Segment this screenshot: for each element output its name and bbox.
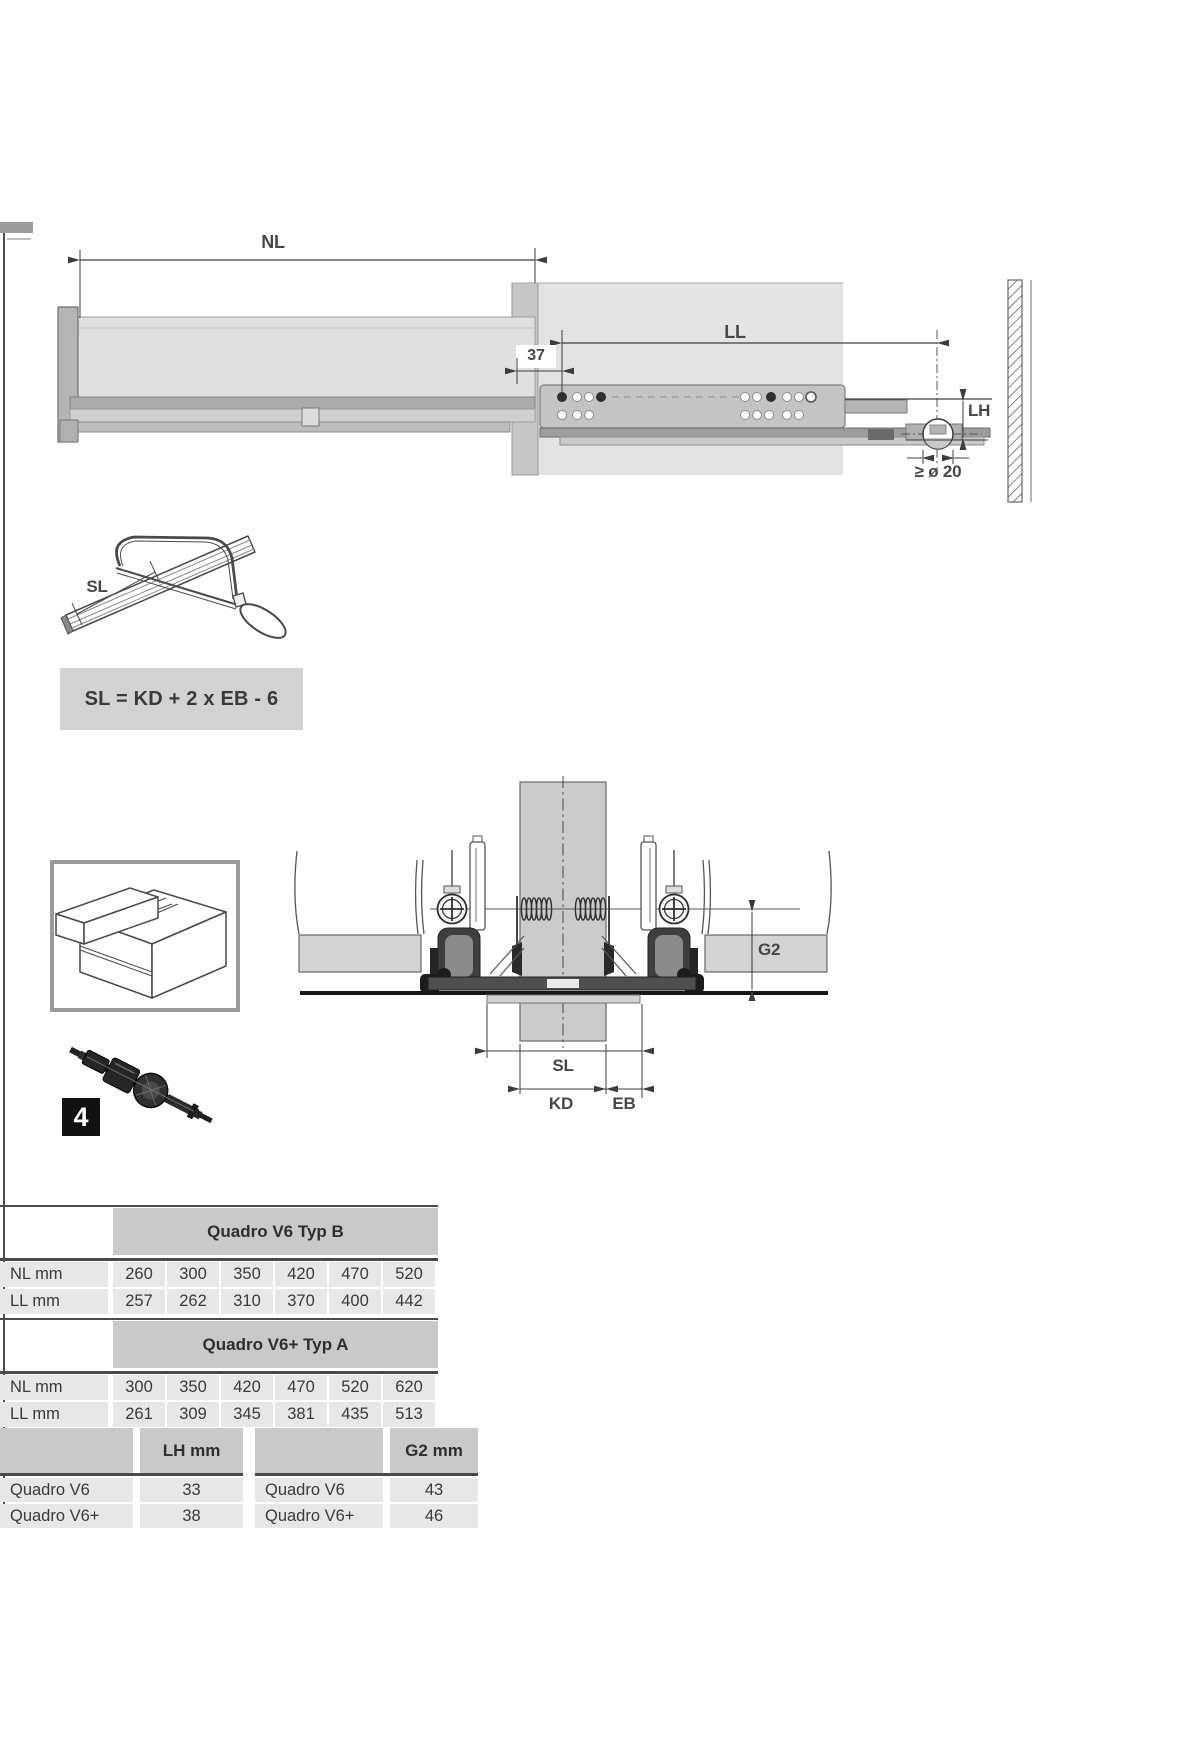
cell: 310	[221, 1289, 273, 1314]
clip-bracket-left	[470, 836, 485, 930]
cell: 350	[221, 1262, 273, 1287]
cell: 43	[390, 1478, 478, 1502]
table-title: LH mm	[140, 1428, 243, 1473]
row-label: Quadro V6	[255, 1478, 383, 1502]
row-label: LL mm	[0, 1289, 108, 1314]
cell: 257	[113, 1289, 165, 1314]
drawer-cabinet-figure	[50, 860, 240, 1012]
table-top-border	[0, 1318, 438, 1320]
cell: 470	[275, 1375, 327, 1400]
partition-column	[520, 776, 606, 1048]
formula-box: SL = KD + 2 x EB - 6	[60, 668, 303, 730]
cell: 442	[383, 1289, 435, 1314]
cell: 300	[167, 1262, 219, 1287]
cell: 520	[383, 1262, 435, 1287]
cell: 345	[221, 1402, 273, 1427]
cell: 520	[329, 1375, 381, 1400]
cell: 370	[275, 1289, 327, 1314]
dim-label-sl-saw: SL	[86, 577, 108, 596]
row-label: Quadro V6+	[0, 1504, 133, 1528]
cell: 400	[329, 1289, 381, 1314]
dim-label-lh: LH	[968, 401, 991, 420]
screw-left	[438, 850, 467, 924]
dim-label-37: 37	[527, 347, 545, 364]
cell: 420	[221, 1375, 273, 1400]
dim-label-kd: KD	[548, 1094, 574, 1113]
table-title: Quadro V6+ Typ A	[113, 1321, 438, 1368]
table-separator	[0, 1258, 438, 1261]
cell: 470	[329, 1262, 381, 1287]
drawer-side-view	[58, 307, 535, 442]
cell: 513	[383, 1402, 435, 1427]
dim-label-g2: G2	[758, 940, 781, 959]
cell: 261	[113, 1402, 165, 1427]
cell: 620	[383, 1375, 435, 1400]
row-label: NL mm	[0, 1262, 108, 1287]
wall-hatch-section	[1008, 280, 1031, 502]
cell: 260	[113, 1262, 165, 1287]
screw-right	[660, 850, 689, 924]
clip-bracket-right	[641, 836, 656, 930]
bottom-rail	[300, 974, 828, 1003]
cell: 38	[140, 1504, 243, 1528]
cell: 262	[167, 1289, 219, 1314]
table-title: G2 mm	[390, 1428, 478, 1473]
row-label: NL mm	[0, 1375, 108, 1400]
cell: 33	[140, 1478, 243, 1502]
cell: 435	[329, 1402, 381, 1427]
step-number-badge: 4	[62, 1098, 100, 1136]
table-separator	[255, 1473, 478, 1476]
dim-label-hole-dia: ≥ ø 20	[914, 462, 962, 481]
cell: 46	[390, 1504, 478, 1528]
table-separator	[0, 1371, 438, 1374]
table-lh	[0, 1428, 243, 1529]
header-spacer	[0, 1428, 133, 1473]
dim-label-eb: EB	[612, 1094, 636, 1113]
table-title: Quadro V6 Typ B	[113, 1208, 438, 1255]
cell: 309	[167, 1402, 219, 1427]
table-quadro-v6-typ-b	[0, 1205, 438, 1315]
header-spacer	[255, 1428, 383, 1473]
row-label: Quadro V6+	[255, 1504, 383, 1528]
saw-cutting-illustration	[45, 465, 310, 655]
drawer-cabinet-sketch	[54, 864, 236, 1008]
table-separator	[0, 1473, 243, 1476]
row-label: LL mm	[0, 1402, 108, 1427]
cell: 420	[275, 1262, 327, 1287]
table-top-border	[0, 1205, 438, 1207]
dim-label-ll: LL	[724, 322, 746, 342]
cell: 300	[113, 1375, 165, 1400]
dim-label-sl: SL	[552, 1056, 574, 1075]
cell: 381	[275, 1402, 327, 1427]
dim-nl	[80, 248, 535, 318]
table-quadro-v6plus-typ-a	[0, 1318, 438, 1428]
dim-label-nl: NL	[261, 232, 285, 252]
row-label: Quadro V6	[0, 1478, 133, 1502]
cell: 350	[167, 1375, 219, 1400]
table-g2	[255, 1428, 478, 1529]
